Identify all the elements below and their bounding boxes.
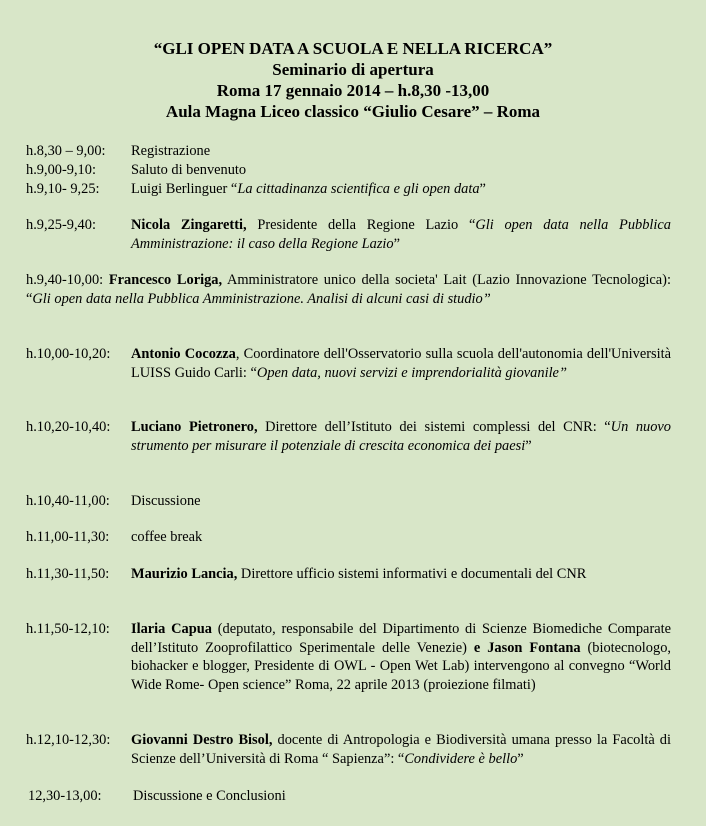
- program-time: h.11,50-12,10:: [26, 621, 110, 637]
- program-item: [26, 142, 671, 161]
- closing-quote: ”: [525, 437, 532, 454]
- program-text: [131, 565, 586, 584]
- speaker-name: Antonio Cocozza: [131, 346, 236, 362]
- talk-title: Open data, nuovi servizi e imprendorialità giovanile”: [256, 364, 567, 381]
- header: [0, 38, 706, 122]
- speaker-name: Francesco Loriga,: [108, 272, 223, 288]
- speaker-name: Ilaria Capua: [131, 621, 212, 637]
- speaker-role: Direttore ufficio sistemi informativi e documentali del CNR: [237, 566, 587, 582]
- talk-title: La cittadinanza scientifica e gli open data: [237, 181, 480, 197]
- speaker-role-2: (biotecnologo, biohacker e blogger, Presidente di OWL - Open Wet Lab) intervengono al convegno “World Wide Rome- Open science” Roma, 22 aprile 2013 (proiezione filmati): [131, 639, 671, 693]
- closing-quote: ”: [517, 750, 524, 767]
- program-text: coffee break: [131, 529, 203, 545]
- speaker-role: Direttore dell’Istituto dei sistemi complessi del CNR: “: [257, 419, 611, 435]
- program-time: h.9,10- 9,25:: [26, 181, 100, 197]
- program-time: h.9,00-9,10:: [26, 162, 96, 178]
- program-time: h.11,30-11,50:: [26, 566, 110, 582]
- program-item: [26, 731, 671, 768]
- speaker-role: (deputato, responsabile del Dipartimento di Scienze Biomediche Comparate dell’Istituto Zooprofilattico Sperimentale delle Venezie): [131, 621, 672, 656]
- program-text: Discussione: [131, 493, 201, 509]
- speaker-role: Presidente della Regione Lazio “: [246, 217, 476, 233]
- talk-title: Condividere è bello: [404, 750, 518, 767]
- program-item: [26, 216, 671, 253]
- program-item: [26, 271, 671, 308]
- program-text: [131, 180, 486, 199]
- program-time: h.11,00-11,30:: [26, 529, 110, 545]
- event-venue: Aula Magna Liceo classico “Giulio Cesare” – Roma: [165, 102, 541, 121]
- speaker-name-2: e Jason Fontana: [473, 639, 581, 656]
- program-text: Registrazione: [131, 143, 211, 159]
- closing-quote: ”: [479, 181, 486, 197]
- program-time: h.9,40-10,00:: [26, 272, 104, 288]
- talk-title: Un nuovo strumento per misurare il potenziale di crescita economica dei paesi: [131, 419, 671, 454]
- program-time: h.10,20-10,40:: [26, 419, 111, 435]
- program-time: h.10,40-11,00:: [26, 493, 110, 509]
- program-item: [28, 787, 673, 806]
- event-date: Roma 17 gennaio 2014 – h.8,30 -13,00: [216, 81, 490, 100]
- program-time: h.12,10-12,30:: [26, 732, 111, 748]
- program-time: 12,30-13,00:: [28, 788, 102, 804]
- event-subtitle: Seminario di apertura: [272, 60, 434, 79]
- speaker-role: , Coordinatore dell'Osservatorio sulla scuola dell'autonomia dell'Università LUISS Guido Carli: “: [131, 346, 671, 381]
- program-item: [26, 492, 671, 511]
- program-text: Discussione e Conclusioni: [133, 788, 286, 804]
- speaker-role: docente di Antropologia e Biodiversità umana presso la Facoltà di Scienze dell’Università di Roma “ Sapienza”: “: [131, 732, 672, 767]
- speaker-name: Maurizio Lancia,: [131, 566, 238, 582]
- program-time: h.8,30 – 9,00:: [26, 143, 106, 159]
- speaker-name: Luciano Pietronero,: [131, 419, 258, 435]
- program-item: [26, 345, 671, 382]
- program-item: [26, 161, 671, 180]
- program-item: [26, 528, 671, 547]
- closing-quote: ”: [393, 235, 400, 252]
- program-item: [26, 620, 671, 694]
- talk-title: Gli open data nella Pubblica Amministrazione: il caso della Regione Lazio: [131, 217, 671, 252]
- program-time: h.9,25-9,40:: [26, 217, 96, 233]
- program-text: Saluto di benvenuto: [131, 162, 247, 178]
- speaker-text: Luigi Berlinguer “: [131, 181, 238, 197]
- speaker-name: Nicola Zingaretti,: [131, 217, 247, 233]
- speaker-name: Giovanni Destro Bisol,: [131, 732, 273, 748]
- program-time: h.10,00-10,20:: [26, 346, 111, 362]
- talk-title: Gli open data nella Pubblica Amministrazione. Analisi di alcuni casi di studio”: [32, 290, 491, 307]
- event-title: “GLI OPEN DATA A SCUOLA E NELLA RICERCA”: [153, 39, 553, 58]
- program-item: [26, 565, 671, 584]
- program-item: [26, 180, 671, 199]
- program-item: [26, 418, 671, 455]
- speaker-role: Amministratore unico della societa' Lait (Lazio Innovazione Tecnologica): “: [26, 272, 671, 307]
